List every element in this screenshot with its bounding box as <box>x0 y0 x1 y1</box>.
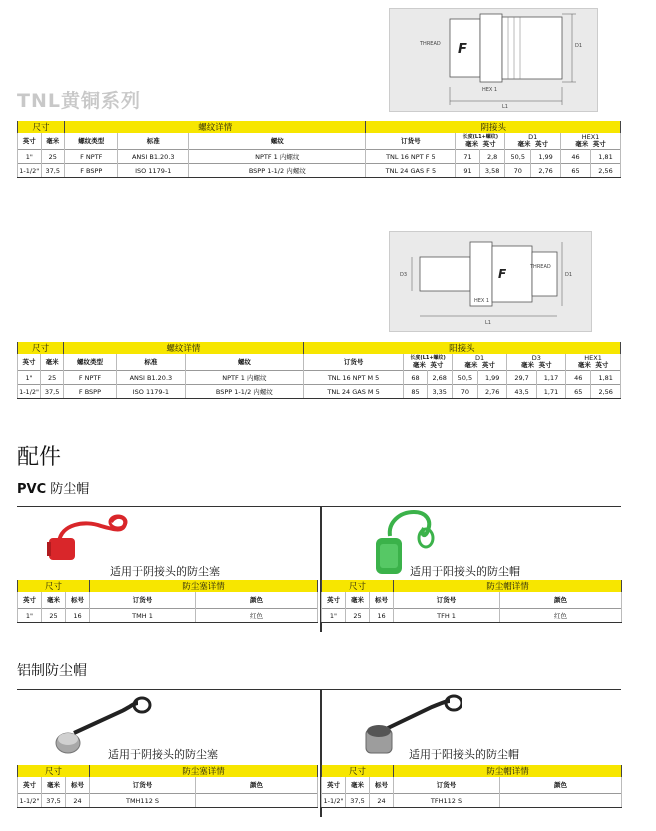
table-cell: TFH112 S <box>394 794 500 808</box>
table-cell: 红色 <box>196 609 318 623</box>
table-cell: 1" <box>18 609 42 623</box>
table-cell: 65 <box>566 385 591 399</box>
table-cell: 1" <box>322 609 346 623</box>
col-thread: 螺纹 <box>186 354 304 371</box>
col-hex1: HEX1 毫米 英寸 <box>561 133 621 150</box>
section-divider <box>17 506 621 507</box>
pvc-left-caption: 适用于阴接头的防尘塞 <box>110 565 220 578</box>
table-cell: BSPP 1-1/2 内螺纹 <box>186 385 304 399</box>
male-coupling-table <box>17 342 621 399</box>
size-group-header: 尺寸 <box>18 342 64 354</box>
table-row <box>322 794 622 808</box>
table-cell: ANSI B1.20.3 <box>116 371 185 385</box>
table-cell: 3,35 <box>427 385 452 399</box>
table-cell: F BSPP <box>65 164 118 178</box>
pvc-caps-title: PVC 防尘帽 <box>17 482 90 497</box>
table-cell: TNL 24 GAS M 5 <box>303 385 404 399</box>
table-cell: NPTF 1 内螺纹 <box>189 150 366 164</box>
alu-male-cap-table <box>321 765 622 808</box>
col-standard: 标准 <box>118 133 189 150</box>
table-cell: 16 <box>66 609 90 623</box>
table-cell: TNL 16 NPT M 5 <box>303 371 404 385</box>
table-cell: TMH 1 <box>90 609 196 623</box>
table-cell: 68 <box>404 371 427 385</box>
details-group-header: 防尘塞详情 <box>90 580 318 592</box>
size-group-header: 尺寸 <box>18 121 65 133</box>
male-coupling-drawing <box>390 232 591 331</box>
table-cell: 29,7 <box>507 371 536 385</box>
table-row <box>18 609 318 623</box>
table-cell: 1,99 <box>531 150 561 164</box>
table-cell: 毫米 <box>346 777 370 794</box>
diagram-d3-label: D3 <box>400 272 408 278</box>
table-cell: 1" <box>18 150 42 164</box>
table-cell: 50,5 <box>452 371 477 385</box>
table-cell: 英寸 <box>322 777 346 794</box>
table-cell: 85 <box>404 385 427 399</box>
page-title: TNL黄铜系列 <box>17 90 141 112</box>
female-coupling-drawing <box>390 9 597 111</box>
table-cell: F NPTF <box>65 150 118 164</box>
female-coupling-diagram <box>389 8 598 112</box>
accessories-title: 配件 <box>17 445 62 470</box>
details-group-header: 防尘帽详情 <box>394 765 622 777</box>
table-cell: ANSI B1.20.3 <box>118 150 189 164</box>
thread-details-group-header: 螺纹详情 <box>64 342 303 354</box>
table-cell: 2,76 <box>477 385 506 399</box>
table-cell: 颜色 <box>500 777 622 794</box>
table-cell: 1,17 <box>536 371 565 385</box>
female-coupling-table <box>17 121 621 178</box>
table-cell: TFH 1 <box>394 609 500 623</box>
table-cell: 46 <box>566 371 591 385</box>
pvc-female-plug-table <box>17 580 318 623</box>
table-cell: 1,81 <box>591 371 621 385</box>
table-cell: 1-1/2" <box>322 794 346 808</box>
table-cell: 2,8 <box>479 150 505 164</box>
coupling-group-header: 阴接头 <box>366 121 621 133</box>
diagram-thread-label: THREAD <box>530 264 551 270</box>
table-cell: 1,99 <box>477 371 506 385</box>
table-cell: NPTF 1 内螺纹 <box>186 371 304 385</box>
table-cell: 37,5 <box>41 164 65 178</box>
table-cell: 25 <box>41 371 64 385</box>
table-cell: 25 <box>41 150 65 164</box>
table-cell: 订货号 <box>90 592 196 609</box>
pvc-male-cap-table <box>321 580 622 623</box>
col-thread-type: 螺纹类型 <box>64 354 117 371</box>
size-group-header: 尺寸 <box>322 580 394 592</box>
table-cell <box>196 794 318 808</box>
table-cell: 英寸 <box>322 592 346 609</box>
details-group-header: 防尘帽详情 <box>394 580 622 592</box>
table-cell: 1-1/2" <box>18 164 42 178</box>
col-length: 长度(L1+螺纹) 毫米 英寸 <box>404 354 452 371</box>
col-length: 长度(L1+螺纹) 毫米 英寸 <box>456 133 505 150</box>
pvc-right-caption: 适用于阳接头的防尘帽 <box>410 565 520 578</box>
table-cell: 1-1/2" <box>18 385 41 399</box>
table-row <box>18 385 621 399</box>
diagram-thread-label: THREAD <box>420 41 441 47</box>
table-cell: TNL 24 GAS F 5 <box>366 164 456 178</box>
col-d3: D3 毫米 英寸 <box>507 354 566 371</box>
table-cell: 1,71 <box>536 385 565 399</box>
col-standard: 标准 <box>116 354 185 371</box>
table-cell: 1,81 <box>590 150 620 164</box>
table-cell: 颜色 <box>196 592 318 609</box>
table-cell: 1" <box>18 371 41 385</box>
table-cell: TMH112 S <box>90 794 196 808</box>
table-cell: 37,5 <box>41 385 64 399</box>
table-cell: 标号 <box>66 592 90 609</box>
table-cell: 16 <box>370 609 394 623</box>
table-cell: 2,56 <box>591 385 621 399</box>
table-cell: 70 <box>452 385 477 399</box>
col-mm: 毫米 <box>41 354 64 371</box>
table-cell: 3,58 <box>479 164 505 178</box>
col-mm: 毫米 <box>41 133 65 150</box>
col-inch: 英寸 <box>18 354 41 371</box>
thread-details-group-header: 螺纹详情 <box>65 121 366 133</box>
col-d1: D1 毫米 英寸 <box>452 354 507 371</box>
diagram-hex-label: HEX 1 <box>474 298 490 304</box>
table-cell: 1-1/2" <box>18 794 42 808</box>
size-group-header: 尺寸 <box>18 580 90 592</box>
male-coupling-diagram <box>389 231 592 332</box>
size-group-header: 尺寸 <box>322 765 394 777</box>
table-cell: 订货号 <box>394 777 500 794</box>
table-cell: 标号 <box>370 777 394 794</box>
table-cell: 37,5 <box>42 794 66 808</box>
diagram-l1-label: L1 <box>502 104 508 110</box>
table-cell: 50,5 <box>505 150 531 164</box>
table-cell: 毫米 <box>42 777 66 794</box>
table-row <box>18 150 621 164</box>
table-cell: 标号 <box>66 777 90 794</box>
alu-caps-title: 铝制防尘帽 <box>17 663 87 679</box>
table-cell: 71 <box>456 150 480 164</box>
table-cell: 标号 <box>370 592 394 609</box>
brand-f-mark: F <box>458 42 467 57</box>
table-cell: BSPP 1-1/2 内螺纹 <box>189 164 366 178</box>
table-cell: 91 <box>456 164 480 178</box>
col-d1: D1 毫米 英寸 <box>505 133 561 150</box>
table-cell: 24 <box>66 794 90 808</box>
table-cell: 2,56 <box>590 164 620 178</box>
table-cell: 24 <box>370 794 394 808</box>
table-cell: 37,5 <box>346 794 370 808</box>
table-cell: 46 <box>561 150 591 164</box>
table-cell: 65 <box>561 164 591 178</box>
table-cell: ISO 1179-1 <box>118 164 189 178</box>
table-cell: 英寸 <box>18 592 42 609</box>
brand-f-mark: F <box>498 267 507 281</box>
col-order-no: 订货号 <box>303 354 404 371</box>
table-cell: 颜色 <box>500 592 622 609</box>
col-thread-type: 螺纹类型 <box>65 133 118 150</box>
table-cell: 毫米 <box>42 592 66 609</box>
table-cell: 43,5 <box>507 385 536 399</box>
table-cell: 英寸 <box>18 777 42 794</box>
table-cell: 毫米 <box>346 592 370 609</box>
table-cell: F NPTF <box>64 371 117 385</box>
table-cell: F BSPP <box>64 385 117 399</box>
table-cell: 25 <box>42 609 66 623</box>
diagram-hex-label: HEX 1 <box>482 87 498 93</box>
diagram-d1-label: D1 <box>565 272 573 278</box>
table-cell: 红色 <box>500 609 622 623</box>
table-cell: 70 <box>505 164 531 178</box>
table-row <box>18 794 318 808</box>
diagram-l1-label: L1 <box>485 320 491 326</box>
table-row <box>322 609 622 623</box>
coupling-group-header: 阳接头 <box>303 342 620 354</box>
alu-left-caption: 适用于阴接头的防尘塞 <box>108 748 218 761</box>
table-cell: ISO 1179-1 <box>116 385 185 399</box>
table-cell: 25 <box>346 609 370 623</box>
col-inch: 英寸 <box>18 133 42 150</box>
table-cell: TNL 16 NPT F 5 <box>366 150 456 164</box>
alu-right-caption: 适用于阳接头的防尘帽 <box>409 748 519 761</box>
col-order-no: 订货号 <box>366 133 456 150</box>
table-cell: 颜色 <box>196 777 318 794</box>
section-divider <box>17 689 621 690</box>
table-cell: 订货号 <box>90 777 196 794</box>
diagram-d1-label: D1 <box>575 43 583 49</box>
details-group-header: 防尘塞详情 <box>90 765 318 777</box>
table-cell: 2,76 <box>531 164 561 178</box>
alu-female-plug-table <box>17 765 318 808</box>
col-hex1: HEX1 毫米 英寸 <box>566 354 621 371</box>
table-cell: 2,68 <box>427 371 452 385</box>
size-group-header: 尺寸 <box>18 765 90 777</box>
col-thread: 螺纹 <box>189 133 366 150</box>
table-row <box>18 164 621 178</box>
table-row <box>18 371 621 385</box>
table-cell: 订货号 <box>394 592 500 609</box>
table-cell <box>500 794 622 808</box>
